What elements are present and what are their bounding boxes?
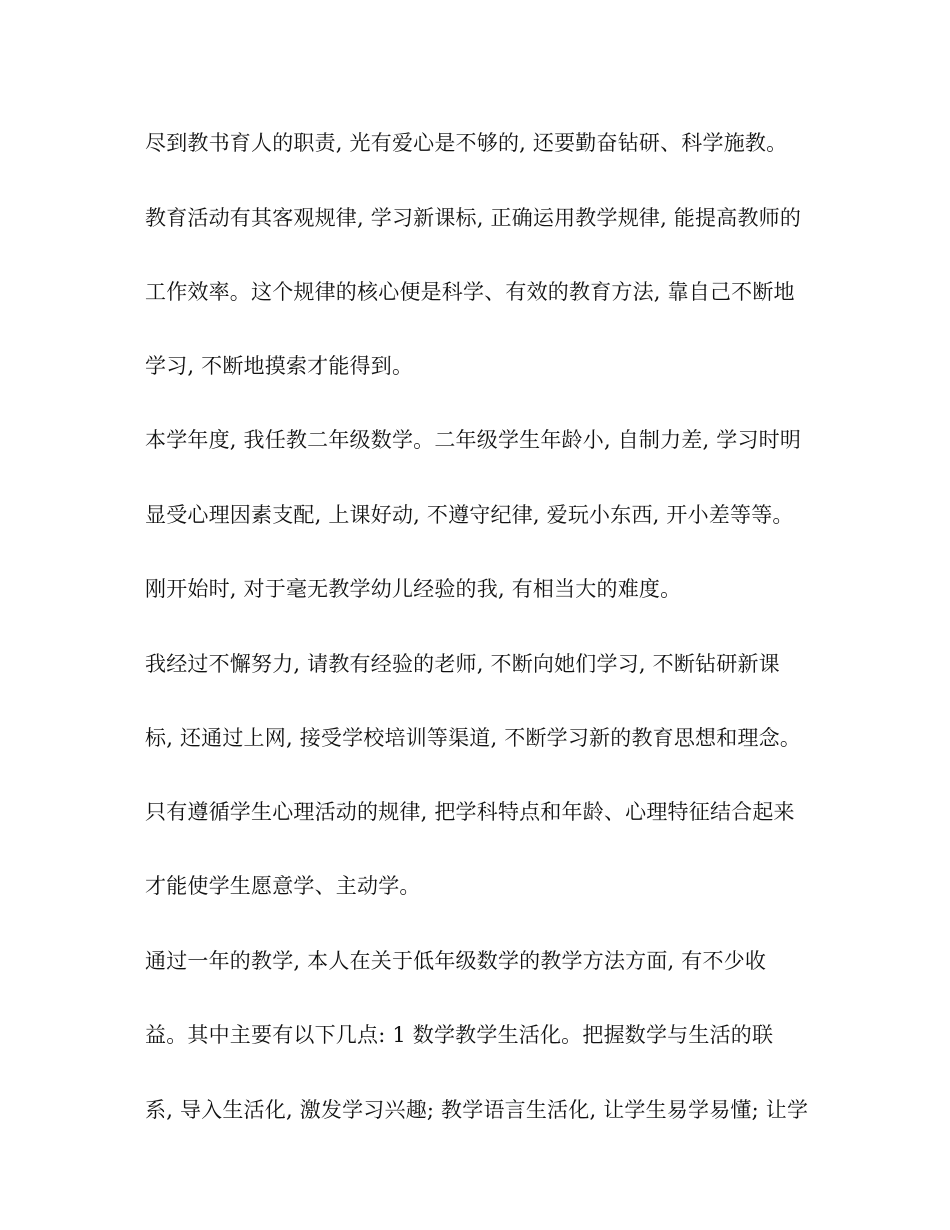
text-line: 尽到教书育人的职责, 光有爱心是不够的, 还要勤奋钻研、科学施教。 [145, 131, 788, 155]
text-line: 我经过不懈努力, 请教有经验的老师, 不断向她们学习, 不断钻研新课 [145, 652, 780, 676]
text-line: 系, 导入生活化, 激发学习兴趣; 教学语言生活化, 让学生易学易懂; 让学 [145, 1098, 809, 1122]
text-line: 标, 还通过上网, 接受学校培训等渠道, 不断学习新的教育思想和理念。 [145, 726, 802, 750]
text-line: 通过一年的教学, 本人在关于低年级数学的教学方法方面, 有不少收 [145, 949, 767, 973]
text-line: 本学年度, 我任教二年级数学。二年级学生年龄小, 自制力差, 学习时明 [145, 428, 802, 452]
text-line: 才能使学生愿意学、主动学。 [145, 874, 421, 898]
text-line: 只有遵循学生心理活动的规律, 把学科特点和年龄、心理特征结合起来 [145, 800, 795, 824]
text-line: 显受心理因素支配, 上课好动, 不遵守纪律, 爱玩小东西, 开小差等等。 [145, 503, 794, 527]
text-line: 工作效率。这个规律的核心便是科学、有效的教育方法, 靠自己不断地 [145, 280, 795, 304]
text-line: 益。其中主要有以下几点: 1 数学教学生活化。把握数学与生活的联 [145, 1023, 774, 1047]
text-line: 教育活动有其客观规律, 学习新课标, 正确运用教学规律, 能提高教师的 [145, 206, 802, 230]
text-line: 学习, 不断地摸索才能得到。 [145, 354, 414, 378]
text-line: 刚开始时, 对于毫无教学幼儿经验的我, 有相当大的难度。 [145, 577, 682, 601]
